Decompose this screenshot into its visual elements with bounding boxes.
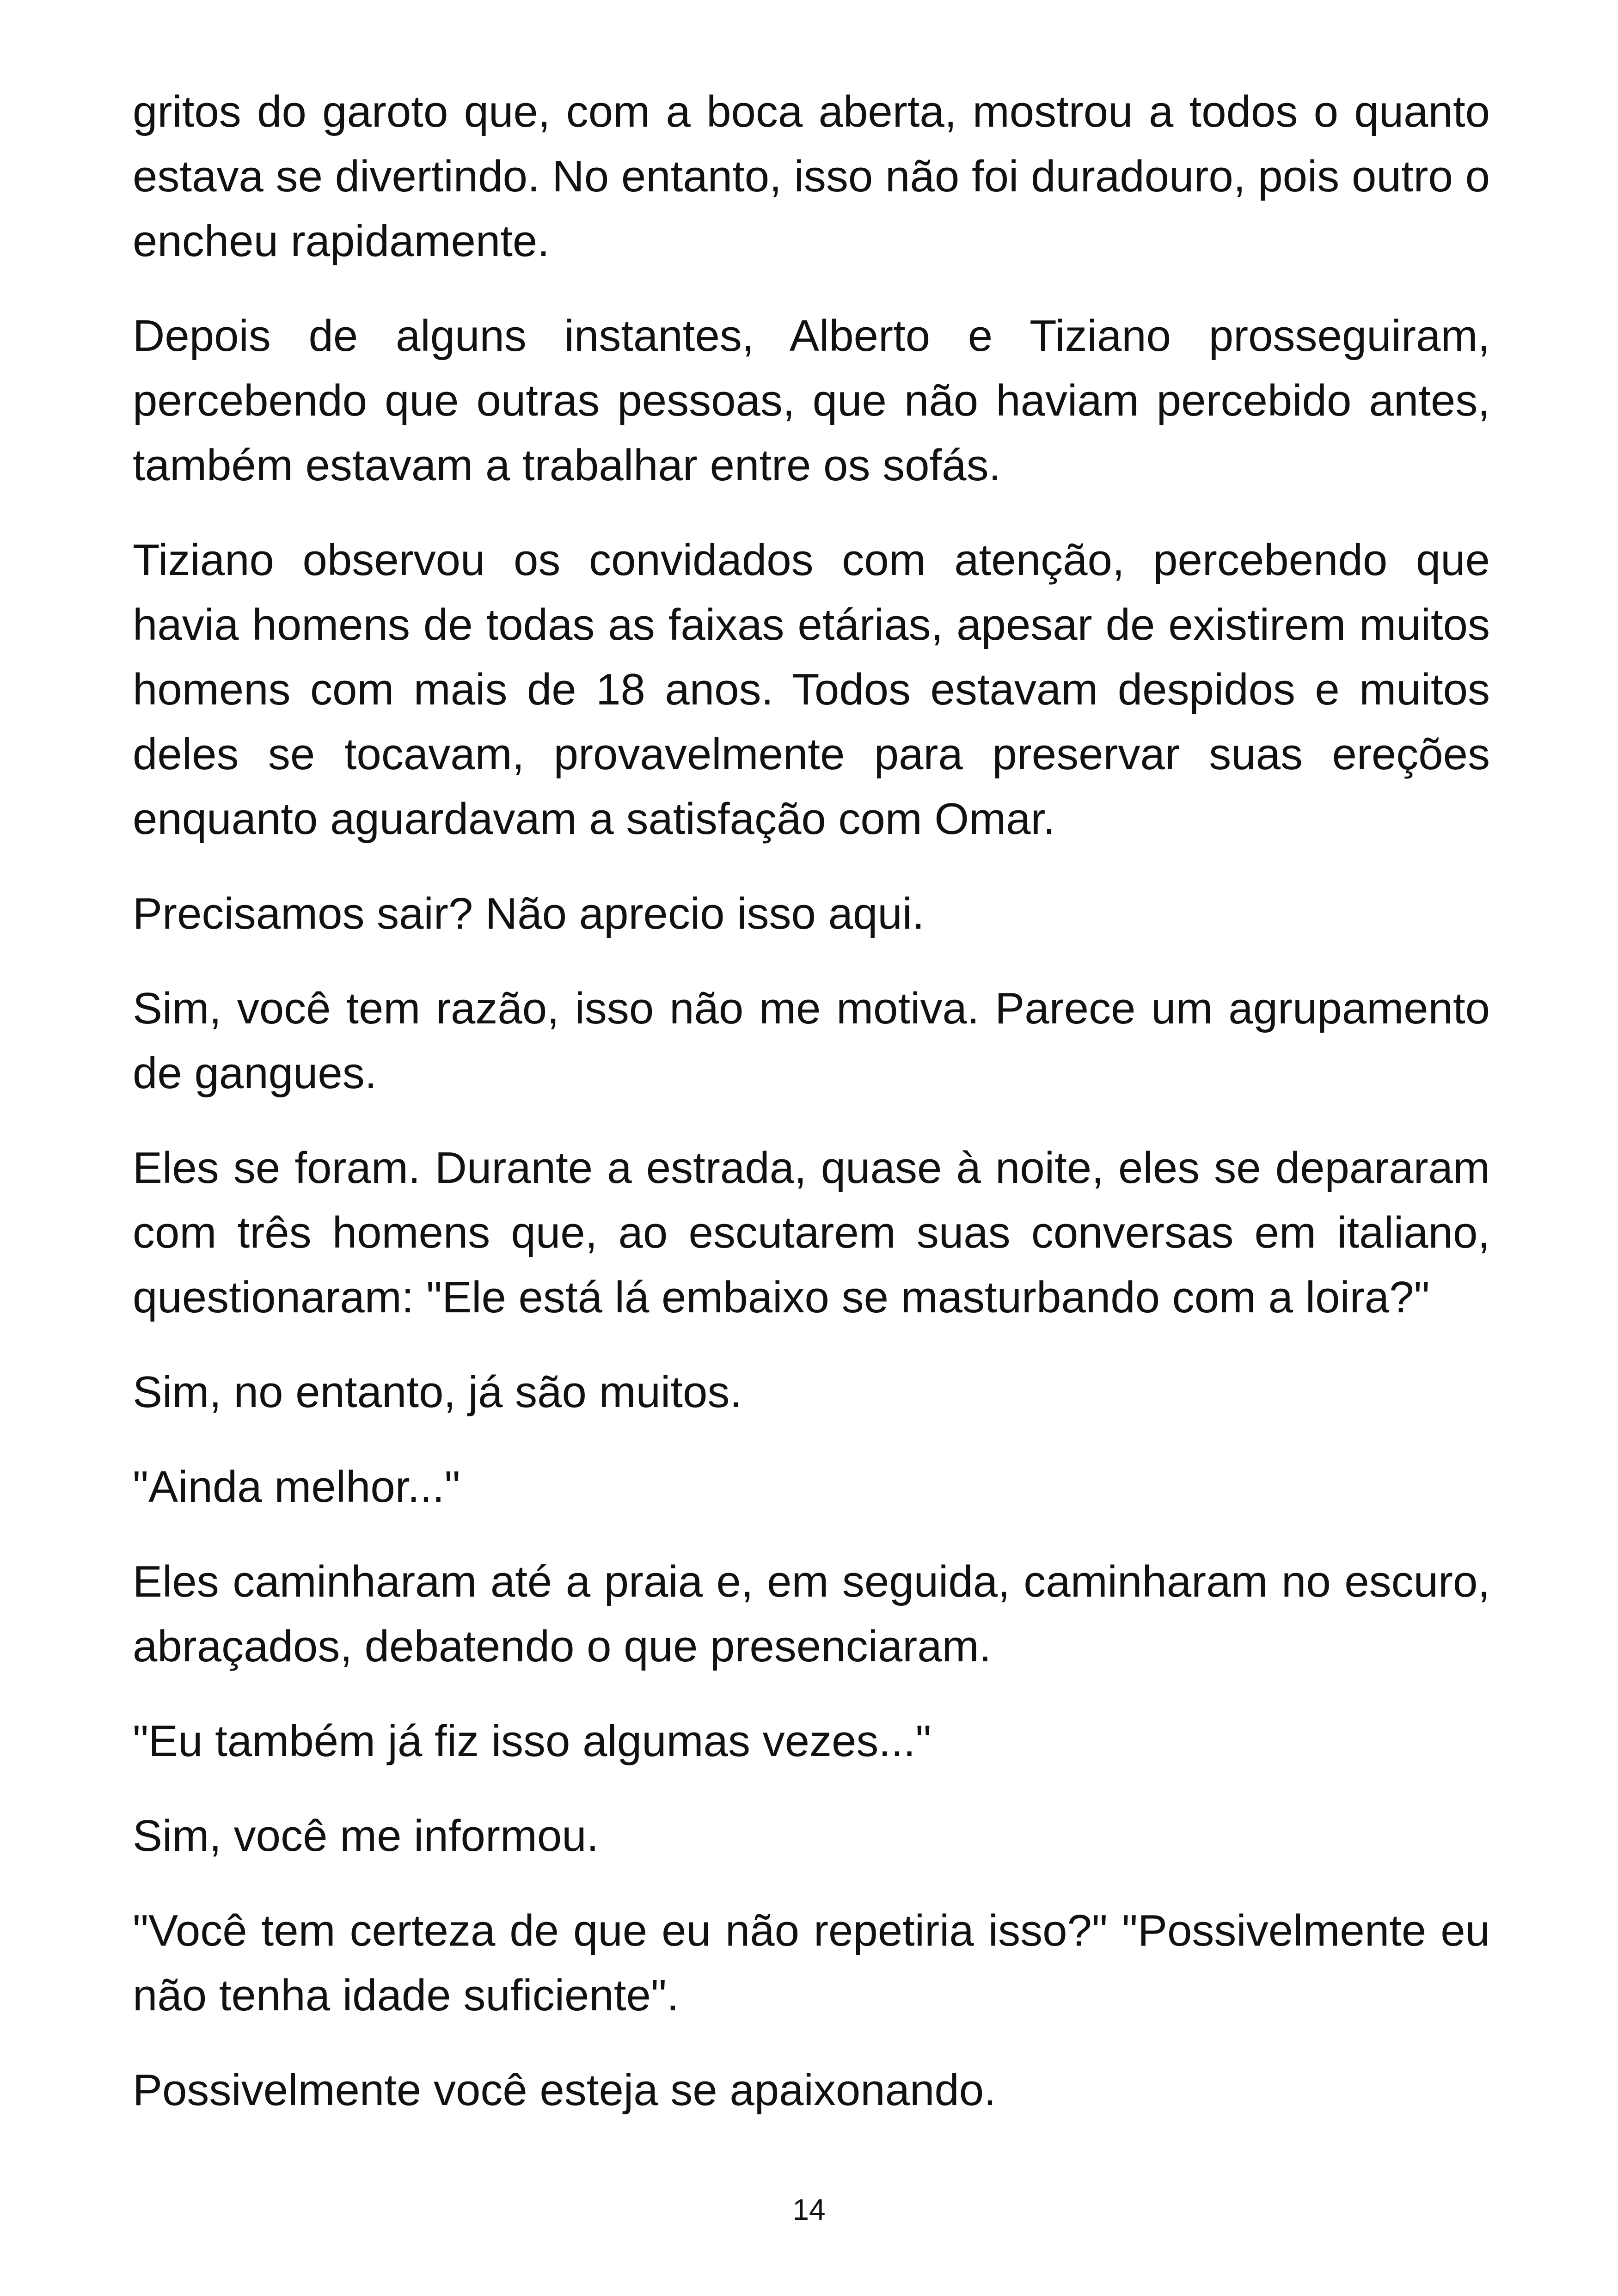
paragraph-9: Eles caminharam até a praia e, em seguida, caminharam no escuro, abraçados, debatendo o que presenciaram. [133, 1557, 1490, 1671]
paragraph-6: Eles se foram. Durante a estrada, quase à noite, eles se depararam com três homens que, ao escutarem suas conversas em italiano, questionaram: "Ele está lá embaixo se masturbando com a loira?" [133, 1143, 1490, 1322]
paragraph-8: "Ainda melhor..." [133, 1462, 460, 1512]
paragraph-10: "Eu também já fiz isso algumas vezes..." [133, 1716, 932, 1766]
paragraph-13: Possivelmente você esteja se apaixonando. [133, 2065, 996, 2115]
paragraph-7: Sim, no entanto, já são muitos. [133, 1367, 742, 1417]
paragraph-5: Sim, você tem razão, isso não me motiva. Parece um agrupamento de gangues. [133, 984, 1490, 1098]
paragraph-11: Sim, você me informou. [133, 1811, 599, 1861]
paragraph-1: gritos do garoto que, com a boca aberta, mostrou a todos o quanto estava se divertindo. No entanto, isso não foi duradouro, pois outro o encheu rapidamente. [133, 87, 1490, 266]
paragraph-12: "Você tem certeza de que eu não repetiria isso?" "Possivelmente eu não tenha idade suficiente". [133, 1906, 1490, 2020]
paragraph-2: Depois de alguns instantes, Alberto e Tiziano prosseguiram, percebendo que outras pessoas, que não haviam percebido antes, também estavam a trabalhar entre os sofás. [133, 311, 1490, 490]
paragraph-4: Precisamos sair? Não aprecio isso aqui. [133, 889, 925, 938]
paragraph-3: Tiziano observou os convidados com atenção, percebendo que havia homens de todas as faixas etárias, apesar de existirem muitos homens com mais de 18 anos. Todos estavam despidos e muitos deles se tocavam, provavelmente para preservar suas ereções enquanto aguardavam a satisfação com Omar. [133, 535, 1490, 844]
page-number: 14 [792, 2193, 826, 2226]
page-body [133, 80, 1490, 2153]
